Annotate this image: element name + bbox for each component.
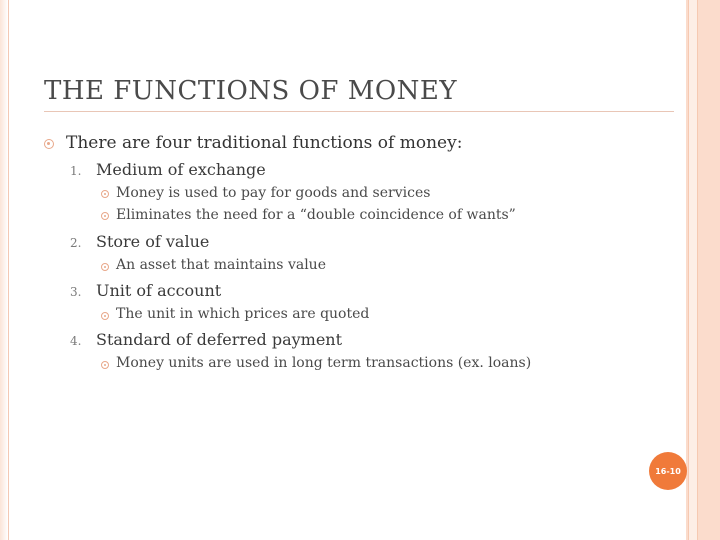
item-label: Unit of account xyxy=(96,281,222,300)
item-label: Store of value xyxy=(96,232,210,251)
bullet-icon xyxy=(101,212,109,220)
bullet-icon xyxy=(44,139,54,149)
bullet-icon xyxy=(101,190,109,198)
subitem-text: The unit in which prices are quoted xyxy=(116,306,370,322)
bullet-icon xyxy=(101,263,109,271)
subitem-text: Money is used to pay for goods and services xyxy=(116,185,431,201)
item-number: 2. xyxy=(70,236,82,250)
slide-title: THE FUNCTIONS OF MONEY xyxy=(44,76,458,106)
item-number: 1. xyxy=(70,164,82,178)
title-divider xyxy=(44,111,674,112)
page-number-badge: 16-10 xyxy=(649,452,687,490)
intro-text: There are four traditional functions of money: xyxy=(66,133,463,153)
subitem-text: Eliminates the need for a “double coincidence of wants” xyxy=(116,207,516,223)
item-number: 4. xyxy=(70,334,82,348)
subitem-text: An asset that maintains value xyxy=(116,257,326,273)
item-number: 3. xyxy=(70,285,82,299)
item-label: Medium of exchange xyxy=(96,160,266,179)
bullet-icon xyxy=(101,361,109,369)
item-label: Standard of deferred payment xyxy=(96,330,343,349)
left-border-decoration xyxy=(0,0,9,540)
subitem-text: Money units are used in long term transactions (ex. loans) xyxy=(116,355,532,371)
bullet-icon xyxy=(101,312,109,320)
right-border-stripe xyxy=(688,0,698,540)
